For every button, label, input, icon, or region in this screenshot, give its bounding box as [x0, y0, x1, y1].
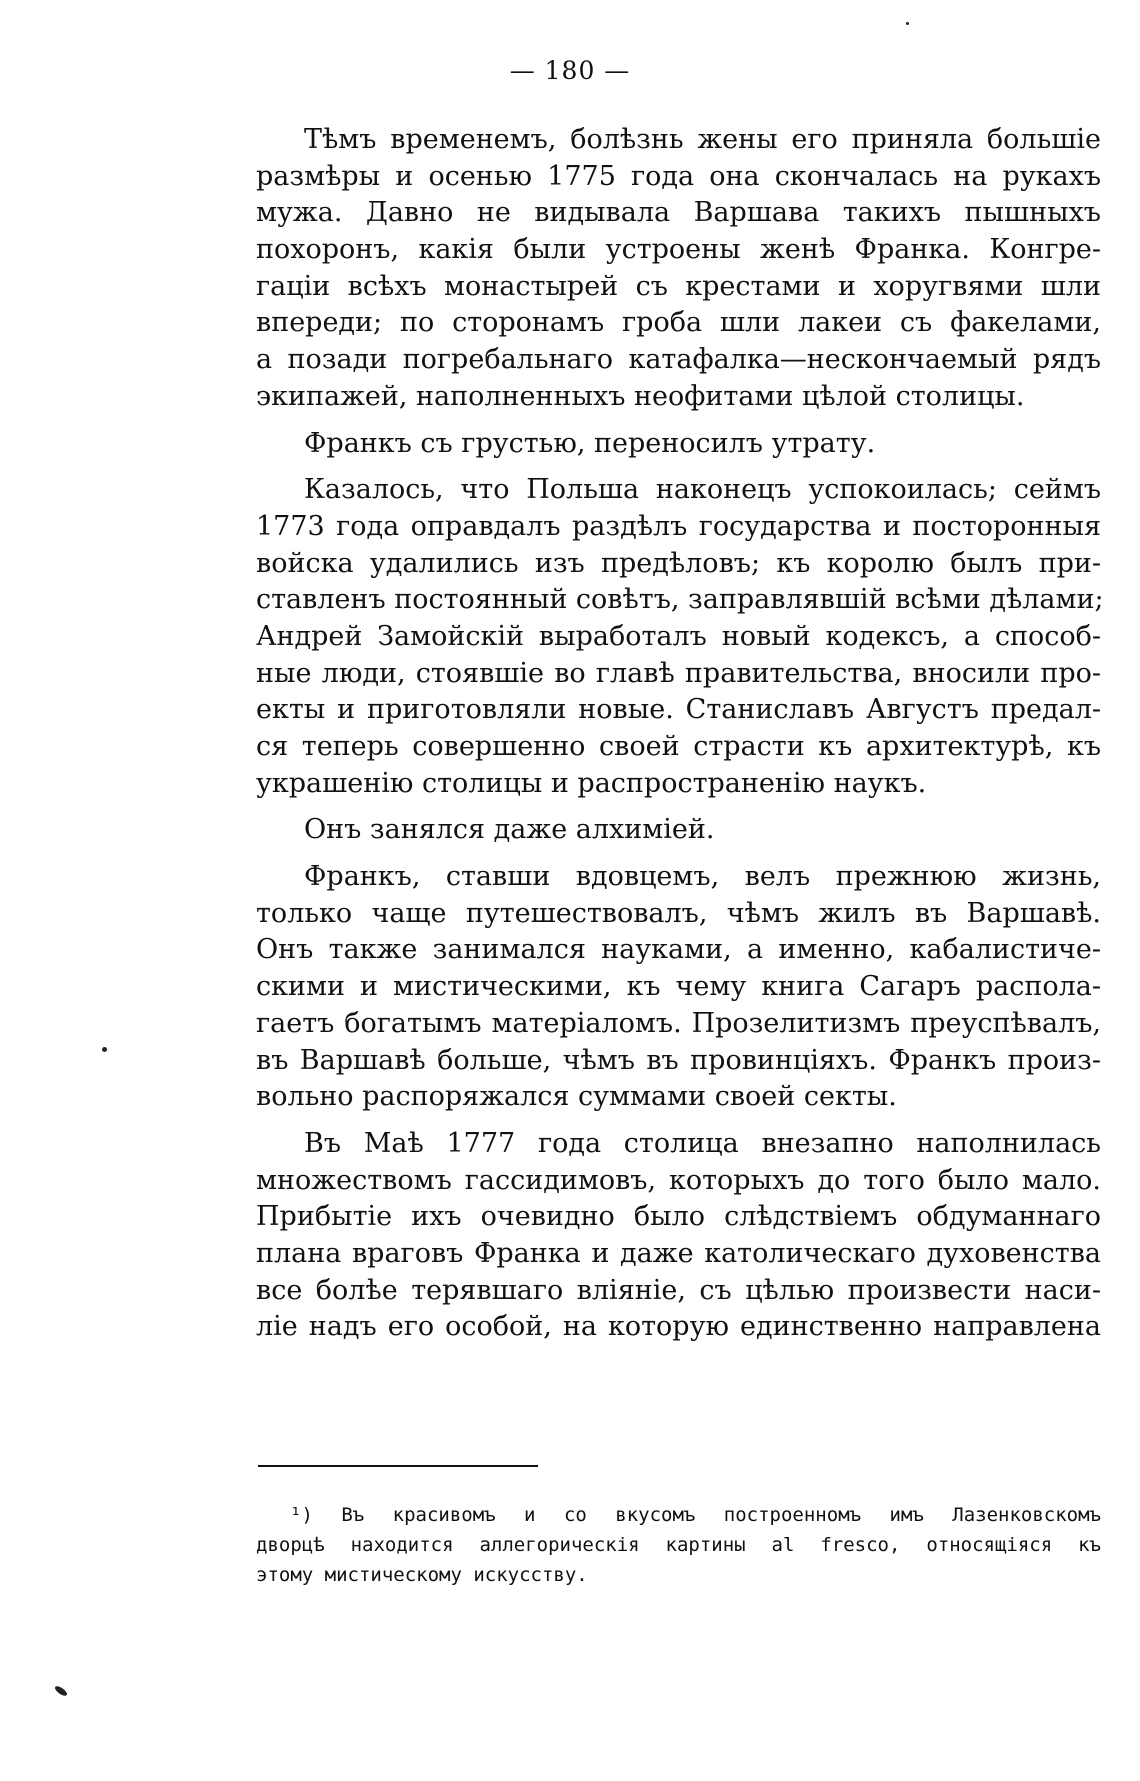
text-line: множествомъ гассидимовъ, которыхъ до того было мало.: [256, 1164, 1101, 1196]
text-line: 1773 года оправдалъ раздѣлъ государства и посторонныя: [256, 510, 1101, 542]
text-line: впереди; по сторонамъ гроба шли лакеи съ факелами,: [256, 307, 1101, 339]
scan-speck: [54, 1685, 69, 1698]
text-line: Тѣмъ временемъ, болѣзнь жены его приняла большiе: [304, 124, 1101, 155]
text-line: плана враговъ Франка и даже католическаго духовенства: [256, 1237, 1101, 1269]
text-line: гацiи всѣхъ монастырей съ крестами и хоругвями шли: [256, 270, 1101, 302]
scan-speck: [906, 22, 909, 25]
page-number: — 180 —: [509, 56, 631, 85]
text-line: только чаще путешествовалъ, чѣмъ жилъ въ Варшавѣ.: [256, 897, 1101, 929]
footnote-divider: [258, 1465, 538, 1467]
text-line: Казалось, что Польша наконецъ успокоилась; сеймъ: [304, 474, 1101, 506]
footnote: [256, 1500, 1101, 1590]
paragraph: [256, 426, 1101, 463]
text-line: а позади погребальнаго катафалка—нескончаемый рядъ: [256, 344, 1101, 376]
scan-speck: [102, 1047, 107, 1052]
body-text: [256, 122, 1104, 1346]
text-line: скими и мистическими, къ чему книга Сагаръ распола-: [256, 971, 1101, 1003]
text-line: Въ Маѣ 1777 года столица внезапно наполнилась: [304, 1127, 1101, 1159]
text-line: вольно распоряжался суммами своей секты.: [256, 1081, 897, 1113]
text-line: украшенiю столицы и распространенiю наукъ.: [256, 767, 927, 799]
text-line: Франкъ съ грустью, переносилъ утрату.: [304, 427, 876, 459]
paragraph: [256, 812, 1101, 849]
text-line: Андрей Замойскiй выработалъ новый кодексъ, а способ-: [256, 620, 1101, 652]
text-line: похоронъ, какiя были устроены женѣ Франка. Конгре-: [256, 234, 1101, 266]
text-line: Прибытiе ихъ очевидно было слѣдствiемъ обдуманнаго: [256, 1201, 1101, 1233]
footnote-line: дворцѣ находится аллегорическiя картины al fresco, относящiяся къ: [256, 1534, 1101, 1556]
footnote-line: ¹) Въ красивомъ и со вкусомъ построенномъ имъ Лазенковскомъ: [290, 1504, 1101, 1526]
text-line: Онъ также занимался науками, а именно, кабалистиче-: [256, 934, 1101, 966]
text-line: войска удалились изъ предѣловъ; къ королю былъ при-: [256, 547, 1101, 579]
paragraph: [256, 859, 1101, 1116]
paragraph: [256, 1126, 1101, 1346]
text-line: Франкъ, ставши вдовцемъ, велъ прежнюю жизнь,: [304, 861, 1101, 893]
text-line: гаетъ богатымъ матерiаломъ. Прозелитизмъ преуспѣвалъ,: [256, 1007, 1101, 1039]
text-line: размѣры и осенью 1775 года она скончалась на рукахъ: [256, 160, 1101, 192]
text-line: экипажей, наполненныхъ неофитами цѣлой столицы.: [256, 380, 1025, 412]
text-line: въ Варшавѣ больше, чѣмъ въ провинцiяхъ. Франкъ произ-: [256, 1044, 1101, 1076]
paragraph: [256, 472, 1104, 802]
text-line: мужа. Давно не видывала Варшава такихъ пышныхъ: [256, 197, 1101, 229]
text-line: ставленъ постоянный совѣтъ, заправлявшiй всѣми дѣлами;: [256, 584, 1104, 616]
paragraph: [256, 122, 1101, 416]
footnote-line: этому мистическому искусству.: [256, 1564, 588, 1586]
text-line: Онъ занялся даже алхимiей.: [304, 814, 715, 846]
text-line: ные люди, стоявшiе во главѣ правительства, вносили про-: [256, 657, 1101, 689]
text-line: ся теперь совершенно своей страсти къ архитектурѣ, къ: [256, 731, 1101, 762]
text-line: лiе надъ его особой, на которую единственно направлена: [256, 1311, 1101, 1343]
text-line: екты и приготовляли новые. Станиславъ Августъ предал-: [256, 694, 1101, 726]
text-line: все болѣе терявшаго влiянiе, съ цѣлью произвести наси-: [256, 1274, 1101, 1306]
